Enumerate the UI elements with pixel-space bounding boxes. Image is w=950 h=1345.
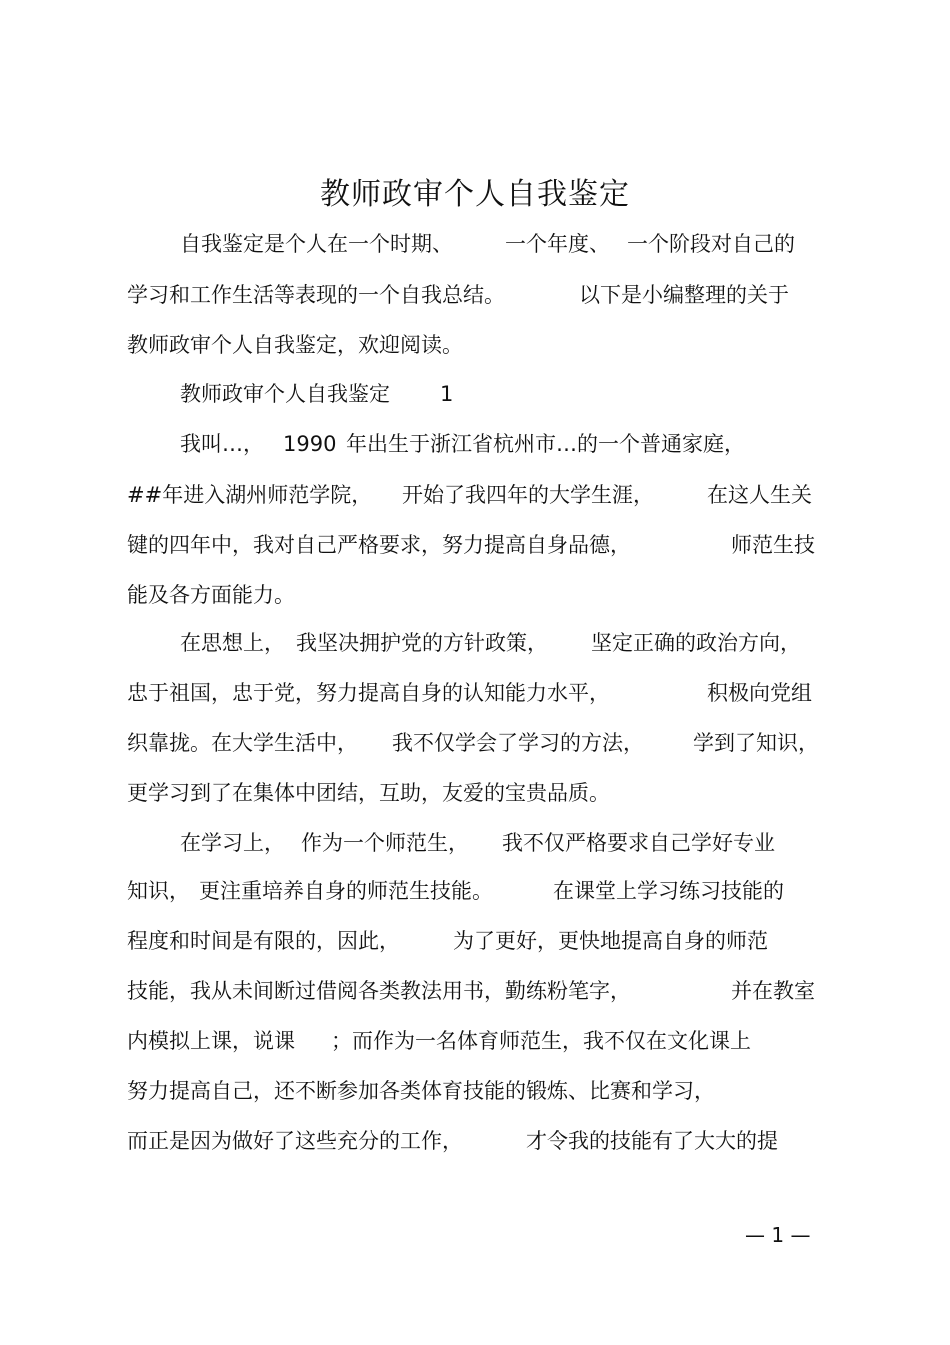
text-segment: 更注重培养自身的师范生技能。 (199, 879, 493, 903)
text-segment: 开始了我四年的大学生涯， (402, 483, 654, 507)
page-number: — 1 — (745, 1223, 811, 1247)
text-segment: 我坚决拥护党的方针政策， (296, 631, 548, 655)
body-line (0, 725, 819, 761)
text-segment: ##年进入湖州师范学院， (127, 483, 373, 507)
text-segment: 教师政审个人自我鉴定 (180, 382, 390, 406)
body-line (0, 775, 610, 811)
section-heading (0, 376, 454, 412)
body-line (0, 873, 784, 909)
text-segment: 教师政审个人自我鉴定，欢迎阅读。 (127, 333, 463, 357)
text-segment: 作为一个师范生， (301, 831, 469, 855)
text-segment: 并在教室 (731, 979, 815, 1003)
text-segment: 一个阶段对自己的 (627, 232, 795, 256)
text-segment: 内模拟上课，说课 (127, 1029, 295, 1053)
text-segment: 更学习到了在集体中团结，互助，友爱的宝贵品质。 (127, 781, 610, 805)
body-line (0, 477, 812, 513)
body-line (0, 973, 815, 1009)
text-segment: 在这人生关 (707, 483, 812, 507)
text-segment: 织靠拢。在大学生活中， (127, 731, 358, 755)
text-segment: 在思想上， (180, 631, 285, 655)
body-line (0, 1023, 751, 1059)
text-segment: 1990 (283, 432, 337, 456)
text-segment: 师范生技 (731, 533, 815, 557)
text-segment: 忠于祖国，忠于党，努力提高自身的认知能力水平， (127, 681, 610, 705)
body-line (0, 226, 795, 262)
body-line (0, 923, 768, 959)
text-segment: 努力提高自己，还不断参加各类体育技能的锻炼、比赛和学习， (127, 1079, 715, 1103)
text-segment: 为了更好，更快地提高自身的师范 (453, 929, 768, 953)
text-segment: 而正是因为做好了这些充分的工作， (127, 1129, 463, 1153)
text-segment: ；而作为一名体育师范生，我不仅在文化课上 (331, 1029, 751, 1053)
text-segment: 键的四年中，我对自己严格要求，努力提高自身品德， (127, 533, 631, 557)
text-segment: 一个年度、 (505, 232, 610, 256)
body-line (0, 577, 295, 613)
text-segment: 坚定正确的政治方向， (591, 631, 801, 655)
text-segment: 在课堂上学习练习技能的 (553, 879, 784, 903)
text-segment: 技能，我从未间断过借阅各类教法用书，勤练粉笔字， (127, 979, 631, 1003)
body-line (0, 675, 812, 711)
body-line (0, 277, 789, 313)
text-segment: 积极向党组 (707, 681, 812, 705)
text-segment: 自我鉴定是个人在一个时期、 (180, 232, 453, 256)
text-segment: 在学习上， (180, 831, 285, 855)
body-line (0, 1123, 778, 1159)
body-line (0, 625, 801, 661)
text-segment: 学到了知识， (693, 731, 819, 755)
body-line (0, 1073, 715, 1109)
text-segment: 1 (440, 382, 454, 406)
text-segment: 才令我的技能有了大大的提 (526, 1129, 778, 1153)
body-line (0, 426, 745, 462)
body-line (0, 527, 815, 563)
body-line (0, 327, 463, 363)
text-segment: 我不仅学会了学习的方法， (392, 731, 644, 755)
text-segment: 以下是小编整理的关于 (579, 283, 789, 307)
text-segment: 我叫…， (180, 432, 264, 456)
document-title: 教师政审个人自我鉴定 (320, 177, 630, 212)
text-segment: 程度和时间是有限的，因此， (127, 929, 400, 953)
text-segment: 年出生于浙江省杭州市…的一个普通家庭， (346, 432, 745, 456)
text-segment: 能及各方面能力。 (127, 583, 295, 607)
text-segment: 我不仅严格要求自己学好专业 (502, 831, 775, 855)
text-segment: 学习和工作生活等表现的一个自我总结。 (127, 283, 505, 307)
body-line (0, 825, 775, 861)
text-segment: 知识， (127, 879, 190, 903)
